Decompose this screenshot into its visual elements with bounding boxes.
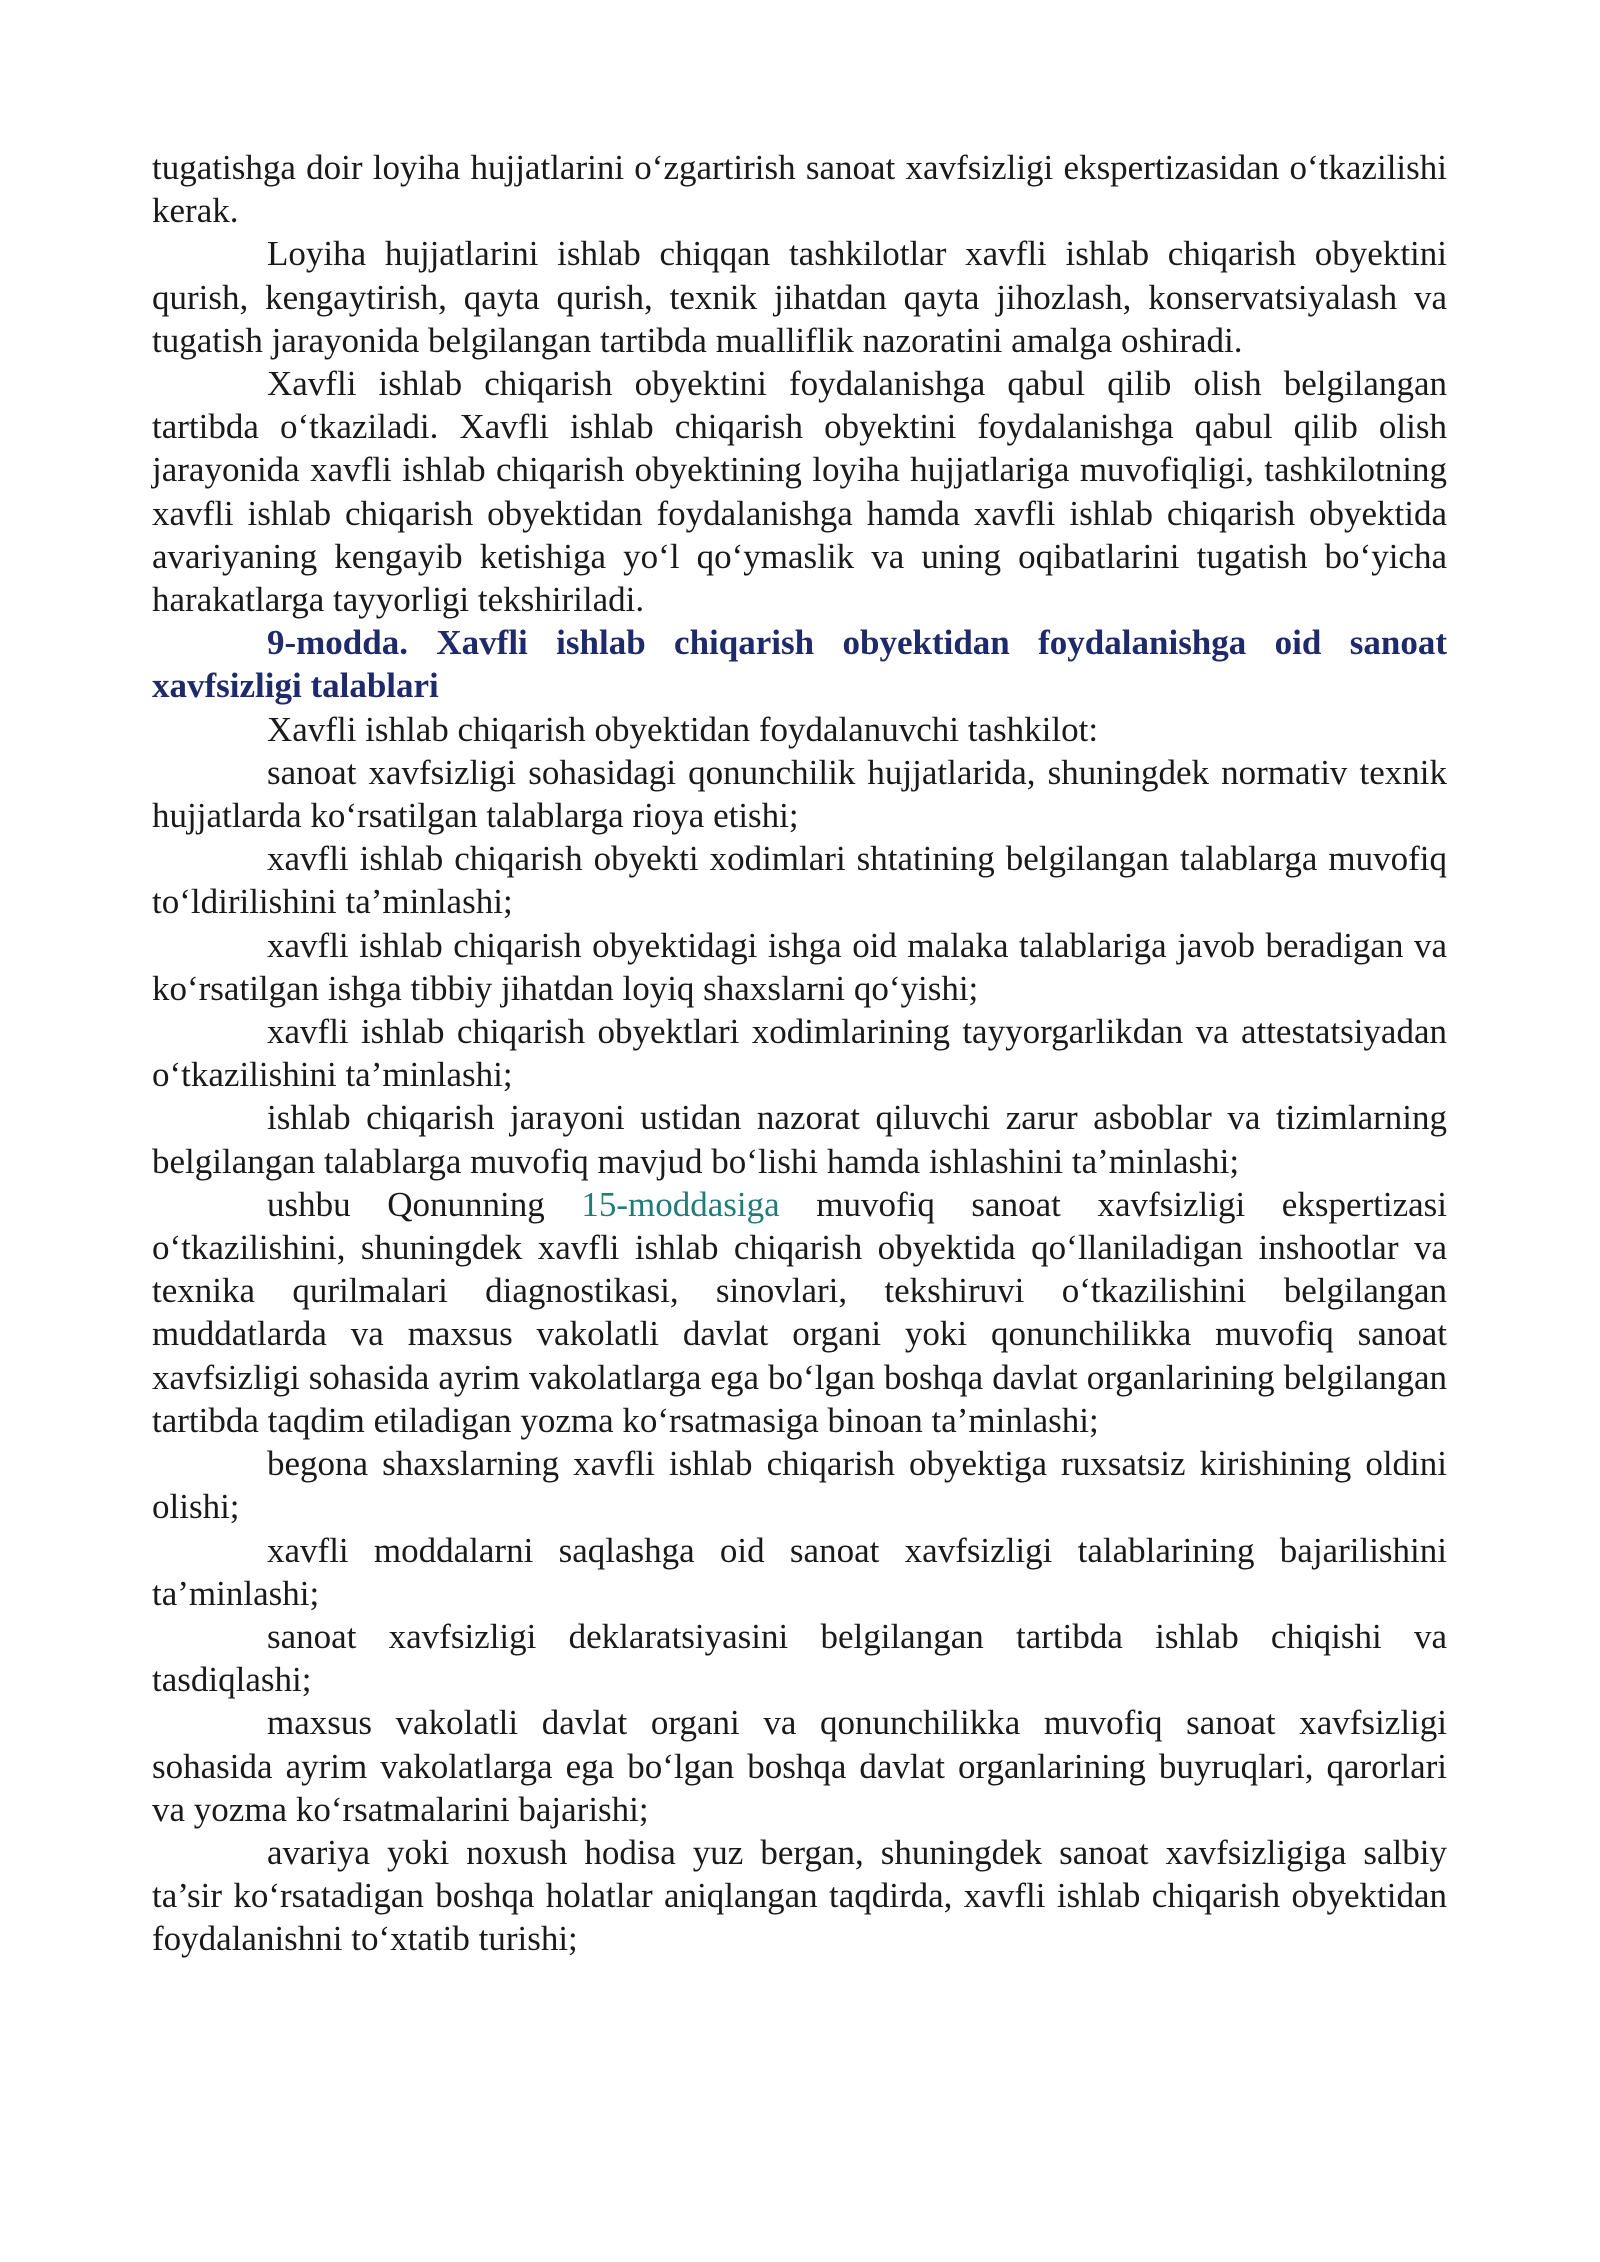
document-body <box>152 146 1447 1961</box>
paragraph-operator-intro: Xavfli ishlab chiqarish obyektidan foydalanuvchi tashkilot: <box>267 709 1099 749</box>
list-item-declaration: sanoat xavfsizligi deklaratsiyasini belgilangan tartibda ishlab chiqishi va tasdiqlashi; <box>152 1616 1447 1700</box>
article-9-heading: 9-modda. Xavfli ishlab chiqarish obyektidan foydalanishga oid sanoat xavfsizligi talablari <box>152 623 1447 706</box>
list-item-orders: maxsus vakolatli davlat organi va qonunchilikka muvofiq sanoat xavfsizligi sohasida ayrim vakolatlarga ega bo‘lgan boshqa davlat organlarining buyruqlari, qarorlari va yozma ko‘rsatmalarini bajarishi; <box>152 1703 1447 1829</box>
list-item-monitoring-systems: ishlab chiqarish jarayoni ustidan nazorat qiluvchi zarur asboblar va tizimlarning belgilangan talablarga muvofiq mavjud bo‘lishi hamda ishlashini ta’minlashi; <box>152 1098 1447 1181</box>
list-item-access-control: begona shaxslarning xavfli ishlab chiqarish obyektiga ruxsatsiz kirishining oldini olishi; <box>152 1444 1447 1527</box>
paragraph-author-supervision: Loyiha hujjatlarini ishlab chiqqan tashkilotlar xavfli ishlab chiqarish obyektini qurish, kengaytirish, qayta qurish, texnik jihatdan qayta jihozlash, konservatsiyalash va tugatish jarayonida belgilangan tartibda mualliflik nazoratini amalga oshiradi. <box>152 234 1447 360</box>
list-item-hazardous-storage: xavfli moddalarni saqlashga oid sanoat xavfsizligi talablarining bajarilishini ta’minlashi; <box>152 1530 1447 1613</box>
list-item-suspension: avariya yoki noxush hodisa yuz bergan, shuningdek sanoat xavfsizligiga salbiy ta’sir ko‘rsatadigan boshqa holatlar aniqlangan taqdirda, xavfli ishlab chiqarish obyektidan foydalanishni to‘xtatib turishi; <box>152 1832 1447 1959</box>
list-item-expertise <box>152 1183 1447 1442</box>
article-15-link[interactable]: 15-moddasiga <box>581 1184 780 1224</box>
list-item-staffing: xavfli ishlab chiqarish obyekti xodimlari shtatining belgilangan talablarga muvofiq to‘ldirilishini ta’minlashi; <box>152 839 1447 922</box>
expertise-text-end: muvofiq sanoat xavfsizligi ekspertizasi o‘tkazilishini, shuningdek xavfli ishlab chiqarish obyektida qo‘llaniladigan inshootlar va texnika qurilmalari diagnostikasi, sinovlari, tekshiruvi o‘tkazilishini belgilangan muddatlarda va maxsus vakolatli davlat organi yoki qonunchilikka muvofiq sanoat xavfsizligi sohasida ayrim vakolatlarga ega bo‘lgan boshqa davlat organlarining belgilangan tartibda taqdim etiladigan yozma ko‘rsatmasiga binoan ta’minlashi; <box>152 1184 1447 1440</box>
paragraph-continuation: tugatishga doir loyiha hujjatlarini o‘zgartirish sanoat xavfsizligi ekspertizasidan o‘tkazilishi kerak. <box>152 148 1447 231</box>
list-item-training: xavfli ishlab chiqarish obyektlari xodimlarining tayyorgarlikdan va attestatsiyadan o‘tkazilishini ta’minlashi; <box>152 1012 1447 1095</box>
paragraph-acceptance: Xavfli ishlab chiqarish obyektini foydalanishga qabul qilib olish belgilangan tartibda o‘tkaziladi. Xavfli ishlab chiqarish obyektini foydalanishga qabul qilib olish jarayonida xavfli ishlab chiqarish obyektining loyiha hujjatlariga muvofiqligi, tashkilotning xavfli ishlab chiqarish obyektidan foydalanishga hamda xavfli ishlab chiqarish obyektida avariyaning kengayib ketishiga yo‘l qo‘ymaslik va uning oqibatlarini tugatish bo‘yicha harakatlarga tayyorligi tekshiriladi. <box>152 364 1447 620</box>
list-item-qualified-personnel: xavfli ishlab chiqarish obyektidagi ishga oid malaka talablariga javob beradigan va ko‘rsatilgan ishga tibbiy jihatdan loyiq shaxslarni qo‘yishi; <box>152 925 1447 1008</box>
expertise-text-start: ushbu Qonunning <box>267 1184 582 1224</box>
list-item-compliance: sanoat xavfsizligi sohasidagi qonunchilik hujjatlarida, shuningdek normativ texnik hujjatlarda ko‘rsatilgan talablarga rioya etishi; <box>152 752 1447 836</box>
